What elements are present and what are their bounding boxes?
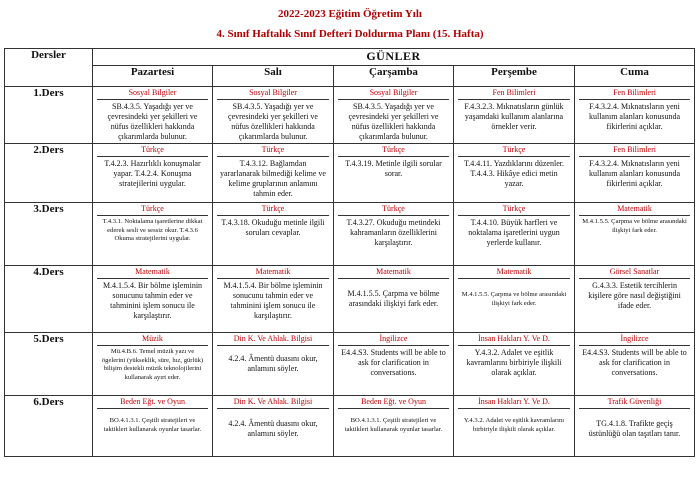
lesson-row-4 <box>5 266 695 333</box>
objective-text: SB.4.3.5. Yaşadığı yer ve çevresindeki yer şekilleri ve nüfus özellikleri hakkında çıkarımlarda bulunur. <box>348 102 439 141</box>
subject-name: Trafik Güvenliği <box>579 396 690 409</box>
subject-name: Fen Bilimleri <box>579 87 690 100</box>
objective-text: M.4.1.5.4. Bir bölme işleminin sonucunu tahmin eder ve tahminini işlem sonucu ile karşılaştırır. <box>102 281 203 320</box>
lesson-cell <box>93 203 213 266</box>
lesson-cell <box>454 396 575 457</box>
day-header-thursday: Perşembe <box>454 66 575 87</box>
subject-name: Görsel Sanatlar <box>579 266 690 279</box>
subject-name: Matematik <box>458 266 570 279</box>
subject-name: Türkçe <box>97 144 208 157</box>
objective-text: Y.4.3.2. Adalet ve eşitlik kavramlarını birbiriyle ilişkili olarak açıklar. <box>463 417 565 433</box>
objective-text: TG.4.1.8. Trafikte geçiş üstünlüğü olan taşıtları tanır. <box>588 419 681 438</box>
lesson-label: 5.Ders <box>5 333 93 396</box>
lesson-cell <box>93 87 213 144</box>
day-header-wednesday: Çarşamba <box>334 66 454 87</box>
gunler-header: GÜNLER <box>93 49 695 66</box>
subject-name: Sosyal Bilgiler <box>217 87 329 100</box>
lesson-cell <box>454 333 575 396</box>
objective-text: M.4.1.5.5. Çarpma ve bölme arasındaki ilişkiyi fark eder. <box>347 289 440 308</box>
lesson-cell <box>334 396 454 457</box>
subject-name: Matematik <box>579 203 690 216</box>
subject-name: İngilizce <box>579 333 690 346</box>
lesson-label: 6.Ders <box>5 396 93 457</box>
lesson-cell <box>454 144 575 203</box>
lesson-cell <box>334 203 454 266</box>
day-header-tuesday: Salı <box>213 66 334 87</box>
day-header-friday: Cuma <box>575 66 695 87</box>
subject-name: Türkçe <box>97 203 208 216</box>
lesson-row-2 <box>5 144 695 203</box>
subject-name: Beden Eğt. ve Oyun <box>338 396 449 409</box>
objective-text: F.4.3.2.3. Mıknatısların günlük yaşamdaki kullanım alanlarına örnekler verir. <box>464 102 564 131</box>
lesson-cell <box>334 144 454 203</box>
lesson-cell <box>575 87 695 144</box>
lesson-cell <box>213 87 334 144</box>
objective-text: T.4.3.27. Okuduğu metindeki kahramanların özelliklerini karşılaştırır. <box>346 218 441 247</box>
objective-text: T.4.3.1. Noktalama işaretlerine dikkat ederek sesli ve sessiz okur. T.4.3.6 Okuma stratejilerini uygular. <box>102 218 203 243</box>
objective-text: T.4.4.11. Yazdıklarını düzenler. T.4.4.3. Hikâye edici metin yazar. <box>464 159 564 188</box>
objective-text: F.4.3.2.4. Mıknatısların yeni kullanım alanları konusunda fikirlerini açıklar. <box>588 102 681 131</box>
lesson-cell <box>93 144 213 203</box>
objective-text: BO.4.1.3.1. Çeşitli stratejileri ve taktikleri kullanarak oyunlar tasarlar. <box>344 417 443 433</box>
subject-name: Sosyal Bilgiler <box>338 87 449 100</box>
objective-text: T.4.3.12. Bağlamdan yararlanarak bilmediği kelime ve kelime gruplarının anlamını tahmin eder. <box>220 159 326 198</box>
subject-name: Matematik <box>217 266 329 279</box>
subject-name: Müzik <box>97 333 208 346</box>
subject-name: İnsan Hakları Y. Ve D. <box>458 333 570 346</box>
subject-name: Fen Bilimleri <box>579 144 690 157</box>
lesson-cell <box>334 333 454 396</box>
objective-text: SB.4.3.5. Yaşadığı yer ve çevresindeki yer şekilleri ve nüfus özellikleri hakkında çıkarımlarda bulunur. <box>107 102 198 141</box>
subject-name: Sosyal Bilgiler <box>97 87 208 100</box>
objective-text: T.4.3.18. Okuduğu metinle ilgili soruları cevaplar. <box>221 218 325 237</box>
lesson-cell <box>454 87 575 144</box>
lesson-row-3 <box>5 203 695 266</box>
lesson-row-6 <box>5 396 695 457</box>
lesson-cell <box>575 333 695 396</box>
subject-name: Matematik <box>97 266 208 279</box>
lesson-cell <box>454 203 575 266</box>
page-subtitle: 4. Sınıf Haftalık Sınıf Defteri Doldurma Planı (15. Hafta) <box>216 28 484 40</box>
subject-name: İngilizce <box>338 333 449 346</box>
page-title: 2022-2023 Eğitim Öğretim Yılı <box>278 8 422 20</box>
subject-name: Türkçe <box>338 144 449 157</box>
objective-text: M.4.1.5.4. Bir bölme işleminin sonucunu tahmin eder ve tahminini işlem sonucu ile karşılaştırır. <box>223 281 323 320</box>
lesson-cell <box>93 266 213 333</box>
lesson-cell <box>575 396 695 457</box>
lesson-cell <box>575 266 695 333</box>
lesson-cell <box>93 396 213 457</box>
lesson-cell <box>93 333 213 396</box>
objective-text: T.4.4.10. Büyük harfleri ve noktalama işaretlerini uygun yerlerde kullanır. <box>468 218 560 247</box>
objective-text: E4.4.S3. Students will be able to ask for clarification in conversations. <box>341 348 446 377</box>
objective-text: M.4.1.5.5. Çarpma ve bölme arasındaki ilişkiyi fark eder. <box>582 218 687 234</box>
subject-name: Din K. Ve Ahlak. Bilgisi <box>217 333 329 346</box>
objective-text: F.4.3.2.4. Mıknatısların yeni kullanım alanları konusunda fikirlerini açıklar. <box>588 159 681 188</box>
subject-name: Matematik <box>338 266 449 279</box>
dersler-header: Dersler <box>5 49 93 87</box>
lesson-cell <box>575 203 695 266</box>
lesson-cell <box>213 203 334 266</box>
objective-text: SB.4.3.5. Yaşadığı yer ve çevresindeki yer şekilleri ve nüfus özellikleri hakkında çıkarımlarda bulunur. <box>228 102 318 141</box>
objective-text: E4.4.S3. Students will be able to ask for clarification in conversations. <box>582 348 687 377</box>
objective-text: T.4.3.19. Metinle ilgili sorular sorar. <box>345 159 442 178</box>
lesson-cell <box>213 266 334 333</box>
lesson-row-5 <box>5 333 695 396</box>
lesson-label: 1.Ders <box>5 87 93 144</box>
subject-name: Türkçe <box>458 144 570 157</box>
subject-name: Fen Bilimleri <box>458 87 570 100</box>
subject-name: Din K. Ve Ahlak. Bilgisi <box>217 396 329 409</box>
objective-text: M.4.1.5.5. Çarpma ve bölme arasındaki ilişkiyi fark eder. <box>461 291 567 307</box>
subject-name: Türkçe <box>217 203 329 216</box>
objective-text: 4.2.4. Âmentü duasını okur, anlamını söyler. <box>228 419 318 438</box>
objective-text: T.4.2.3. Hazırlıklı konuşmalar yapar. T.4.2.4. Konuşma stratejilerini uygular. <box>104 159 201 188</box>
subject-name: İnsan Hakları Y. Ve D. <box>458 396 570 409</box>
lesson-cell <box>213 333 334 396</box>
objective-text: G.4.3.3. Estetik tercihlerin kişilere göre nasıl değiştiğini ifade eder. <box>588 281 681 310</box>
day-header-monday: Pazartesi <box>93 66 213 87</box>
subject-name: Türkçe <box>338 203 449 216</box>
lesson-cell <box>213 396 334 457</box>
lesson-label: 4.Ders <box>5 266 93 333</box>
lesson-label: 3.Ders <box>5 203 93 266</box>
objective-text: Y.4.3.2. Adalet ve eşitlik kavramlarını birbiriyle ilişkili olarak açıklar. <box>466 348 562 377</box>
lesson-cell <box>334 87 454 144</box>
subject-name: Türkçe <box>458 203 570 216</box>
lesson-cell <box>334 266 454 333</box>
lesson-cell <box>454 266 575 333</box>
subject-name: Türkçe <box>217 144 329 157</box>
lesson-cell <box>213 144 334 203</box>
objective-text: BO.4.1.3.1. Çeşitli stratejileri ve taktikleri kullanarak oyunlar tasarlar. <box>103 417 202 433</box>
lesson-cell <box>575 144 695 203</box>
objective-text: Mü.4.B.6. Temel müzik yazı ve ögelerini (yükseklik, süre, hız, gürlük) bilişim destekli müzik teknolojilerini kullanarak ayırt eder. <box>101 348 204 381</box>
lesson-label: 2.Ders <box>5 144 93 203</box>
schedule-table <box>4 48 695 457</box>
subject-name: Beden Eğt. ve Oyun <box>97 396 208 409</box>
lesson-row-1 <box>5 87 695 144</box>
objective-text: 4.2.4. Âmentü duasını okur, anlamını söyler. <box>228 354 318 373</box>
